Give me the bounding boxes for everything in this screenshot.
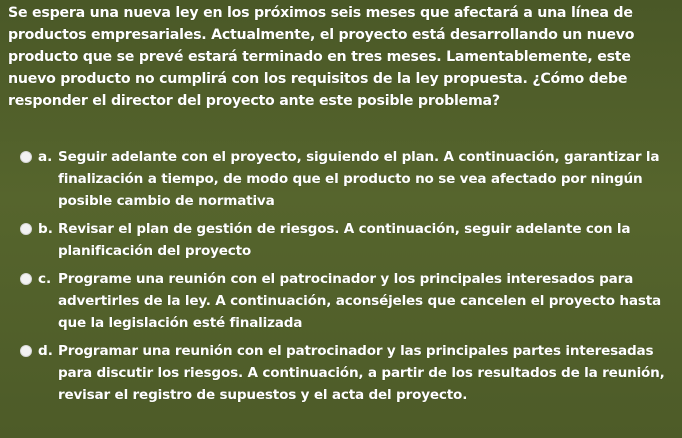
radio-button-a[interactable] [20, 151, 32, 163]
option-letter-b: b. [38, 221, 53, 237]
option-letter-a: a. [38, 149, 53, 165]
option-text-c: Programe una reunión con el patrocinador y los principales interesados para advertirles de la ley. A continuación, aconséjeles que cancelen el proyecto hasta que la legislación esté finalizada [58, 271, 662, 331]
option-d[interactable] [20, 340, 680, 406]
radio-button-b[interactable] [20, 223, 32, 235]
option-text-b: Revisar el plan de gestión de riesgos. A continuación, seguir adelante con la planificación del proyecto [58, 221, 631, 259]
option-letter-d: d. [38, 343, 53, 359]
question-text: Se espera una nueva ley en los próximos seis meses que afectará a una línea de productos empresariales. Actualmente, el proyecto está desarrollando un nuevo producto que se prevé estará terminado en tres meses. Lamentablemente, este nuevo producto no cumplirá con los requisitos de la ley propuesta. ¿Cómo debe responder el director del proyecto ante este posible problema? [8, 5, 635, 109]
option-text-a: Seguir adelante con el proyecto, siguiendo el plan. A continuación, garantizar la finalización a tiempo, de modo que el producto no se vea afectado por ningún posible cambio de normativa [58, 149, 660, 209]
option-b[interactable] [20, 218, 680, 262]
option-text-d: Programar una reunión con el patrocinador y las principales partes interesadas para discutir los riesgos. A continuación, a partir de los resultados de la reunión, revisar el registro de supuestos y el acta del proyecto. [58, 343, 665, 403]
option-letter-c: c. [38, 271, 52, 287]
radio-button-d[interactable] [20, 345, 32, 357]
radio-button-c[interactable] [20, 273, 32, 285]
option-c[interactable] [20, 268, 680, 334]
option-a[interactable] [20, 146, 680, 212]
answer-options [20, 146, 680, 412]
